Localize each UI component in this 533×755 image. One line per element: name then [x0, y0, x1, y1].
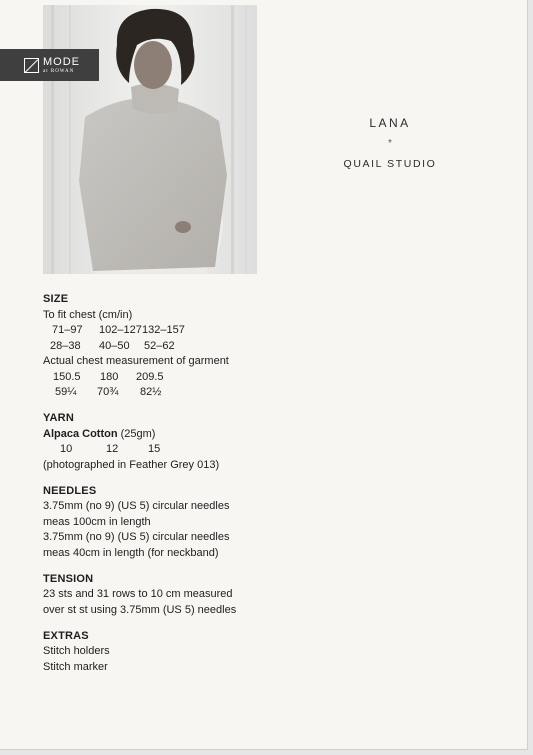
yarn-line — [43, 427, 343, 443]
yarn-weight: (25gm) — [117, 427, 156, 440]
yarn-section — [43, 411, 343, 473]
size-actual-cm-row — [43, 370, 343, 386]
yarn-name: Alpaca Cotton — [43, 427, 118, 440]
size-value: 132–157 — [142, 324, 185, 336]
model-photo-illustration — [43, 5, 257, 274]
size-fit-in-row — [43, 339, 343, 355]
brand-main: MODE — [43, 55, 80, 68]
brand-sub: at ROWAN — [43, 68, 75, 74]
size-value: 82½ — [140, 386, 162, 398]
needles-heading: NEEDLES — [43, 484, 97, 497]
size-value: 150.5 — [53, 370, 81, 383]
size-value: 71–97 — [52, 324, 83, 336]
yarn-quantity: 10 — [60, 443, 73, 455]
size-value: 180 — [100, 370, 119, 383]
size-fit-cm-row — [43, 323, 343, 339]
extras-line: Stitch holders — [43, 645, 110, 657]
size-fit-label: To fit chest (cm/in) — [43, 308, 133, 321]
size-value: 28–38 — [50, 339, 81, 352]
brand-text — [43, 57, 80, 74]
extras-section — [43, 629, 343, 676]
size-actual-in-row — [43, 385, 343, 401]
tension-heading: TENSION — [43, 572, 94, 585]
size-value: 102–127 — [99, 324, 142, 336]
tension-line: 23 sts and 31 rows to 10 cm measured — [43, 588, 233, 600]
size-value: 52–62 — [144, 339, 175, 352]
size-section — [43, 292, 343, 401]
extras-line: Stitch marker — [43, 660, 108, 673]
needles-line: meas 100cm in length — [43, 515, 151, 528]
yarn-quantity: 15 — [148, 443, 161, 455]
designer-name: QUAIL STUDIO — [343, 158, 437, 170]
title-block — [300, 116, 480, 170]
needles-line: 3.75mm (no 9) (US 5) circular needles — [43, 531, 230, 543]
size-value: 59¼ — [55, 386, 77, 398]
tension-line: over st st using 3.75mm (US 5) needles — [43, 603, 237, 616]
size-value: 70¾ — [97, 386, 119, 398]
rowan-logo-icon — [24, 58, 39, 73]
yarn-quantities-row — [43, 442, 343, 458]
mode-at-rowan-badge — [0, 49, 99, 81]
yarn-note: (photographed in Feather Grey 013) — [43, 458, 220, 471]
model-photo — [43, 5, 257, 274]
yarn-quantity: 12 — [106, 443, 119, 455]
needles-line: 3.75mm (no 9) (US 5) circular needles — [43, 500, 230, 512]
size-heading: SIZE — [43, 293, 69, 305]
pattern-specs — [43, 292, 343, 686]
extras-heading: EXTRAS — [43, 629, 89, 642]
needles-line: meas 40cm in length (for neckband) — [43, 546, 219, 559]
pattern-name: LANA — [369, 116, 411, 130]
size-actual-label: Actual chest measurement of garment — [43, 355, 229, 367]
needles-section — [43, 484, 343, 562]
size-value: 209.5 — [136, 370, 164, 383]
tension-section — [43, 572, 343, 619]
yarn-heading: YARN — [43, 412, 74, 424]
title-separator: * — [388, 138, 392, 149]
size-value: 40–50 — [99, 339, 130, 352]
